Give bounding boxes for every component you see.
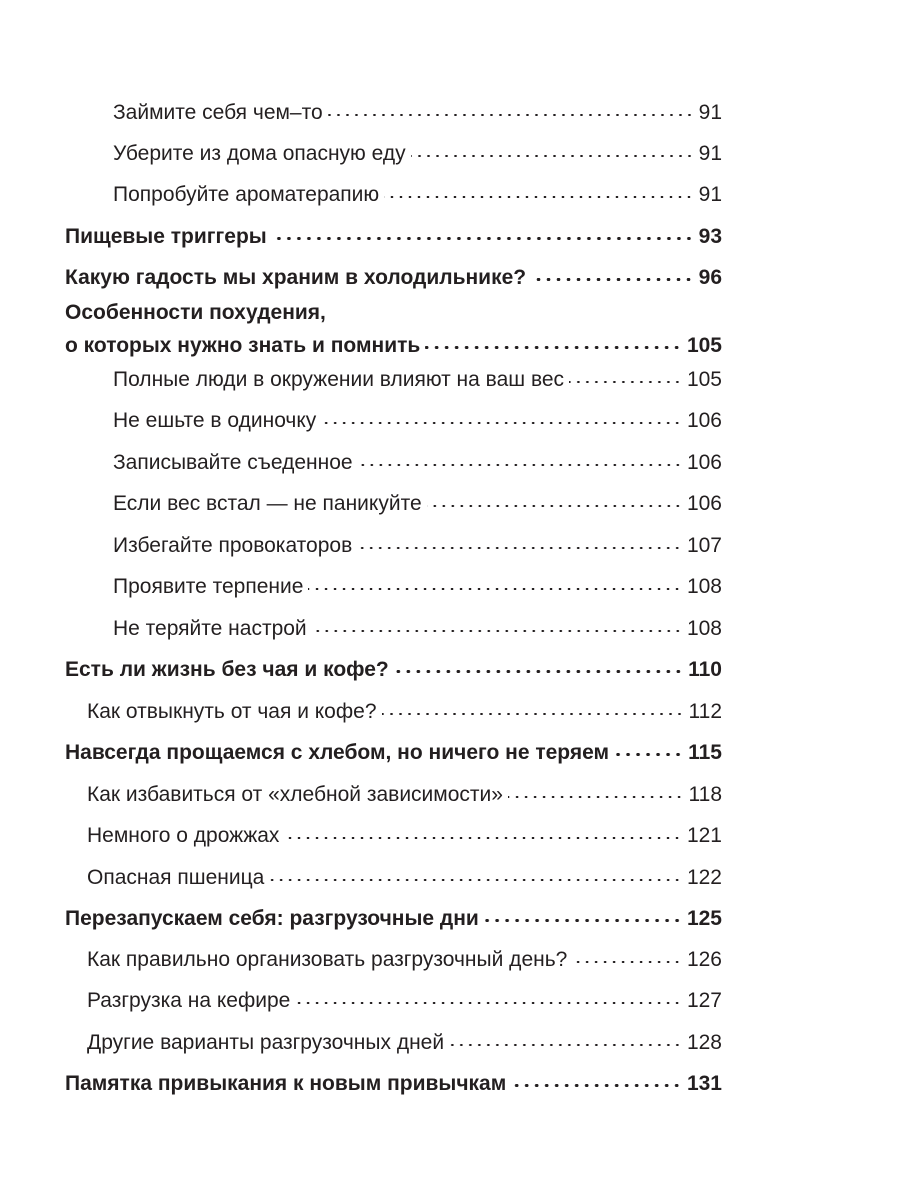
toc-entry [0, 531, 900, 561]
toc-entry [0, 780, 900, 810]
toc-chapter-entry [0, 904, 900, 934]
dot-leader [569, 381, 682, 383]
toc-chapter-entry-first-line [0, 298, 900, 328]
dot-leader [531, 278, 694, 281]
toc-entry-page: 93 [698, 225, 722, 248]
toc-entry-page: 131 [686, 1072, 722, 1095]
toc-entry [0, 697, 900, 727]
toc-entry [0, 98, 900, 128]
toc-entry-page: 121 [686, 824, 722, 847]
toc-entry-title: Полные люди в окружении влияют на ваш вес [113, 368, 565, 391]
toc-entry-page: 115 [688, 741, 722, 764]
toc-entry-title: Пищевые триггеры [65, 225, 267, 248]
toc-entry-page: 105 [686, 334, 722, 357]
dot-leader [358, 464, 682, 466]
dot-leader [272, 237, 694, 240]
toc-chapter-entry [0, 1069, 900, 1099]
toc-chapter-entry [0, 263, 900, 293]
dot-leader [269, 879, 682, 881]
toc-entry-title: о которых нужно знать и помнить [65, 334, 421, 357]
toc-entry [0, 448, 900, 478]
toc-entry [0, 572, 900, 602]
toc-entry-title: Как правильно организовать разгрузочный день? [87, 948, 568, 971]
toc-chapter-entry [0, 738, 900, 768]
toc-entry-page: 108 [686, 617, 722, 640]
dot-leader [508, 796, 684, 798]
dot-leader [427, 505, 682, 507]
toc-entry-title: Если вес встал — не паникуйте [113, 492, 422, 515]
toc-entry-page: 91 [698, 183, 722, 206]
toc-entry-title: Немного о дрожжах [87, 824, 280, 847]
toc-entry [0, 406, 900, 436]
toc-entry-title-line1: Особенности похудения, [65, 301, 326, 324]
toc-entry-page: 127 [686, 989, 722, 1012]
dot-leader [284, 837, 682, 839]
dot-leader [295, 1002, 682, 1004]
toc-entry-title: Проявите терпение [113, 575, 304, 598]
toc-entry [0, 821, 900, 851]
dot-leader [328, 114, 694, 116]
toc-entry-title: Навсегда прощаемся с хлебом, но ничего не теряем [65, 741, 610, 764]
toc-entry-page: 110 [688, 658, 722, 681]
toc-chapter-entry [0, 655, 900, 685]
toc-entry-title: Другие варианты разгрузочных дней [87, 1031, 445, 1054]
toc-entry-title: Какую гадость мы храним в холодильнике? [65, 266, 527, 289]
toc-entry-page: 91 [698, 101, 722, 124]
toc-chapter-entry [0, 331, 900, 361]
dot-leader [572, 961, 682, 963]
toc-entry-page: 108 [686, 575, 722, 598]
dot-leader [484, 919, 682, 922]
toc-entry-title: Записывайте съеденное [113, 451, 353, 474]
toc-entry-page: 106 [686, 451, 722, 474]
dot-leader [394, 670, 683, 673]
dot-leader [449, 1044, 682, 1046]
toc-entry [0, 489, 900, 519]
toc-entry-title: Как отвыкнуть от чая и кофе? [87, 700, 377, 723]
toc-entry-page: 125 [686, 907, 722, 930]
toc-entry [0, 863, 900, 893]
toc-entry [0, 945, 900, 975]
dot-leader [384, 196, 693, 198]
dot-leader [357, 547, 682, 549]
toc-entry-page: 122 [686, 866, 722, 889]
toc-entry [0, 986, 900, 1016]
toc-entry-title: Перезапускаем себя: разгрузочные дни [65, 907, 479, 930]
dot-leader [382, 713, 684, 715]
toc-chapter-entry [0, 222, 900, 252]
toc-entry-title: Не ешьте в одиночку [113, 409, 317, 432]
toc-entry [0, 365, 900, 395]
toc-entry-title: Попробуйте ароматерапию [113, 183, 380, 206]
dot-leader [321, 422, 682, 424]
dot-leader [614, 753, 683, 756]
toc-entry-title: Есть ли жизнь без чая и кофе? [65, 658, 389, 681]
dot-leader [425, 346, 682, 349]
toc-entry [0, 1028, 900, 1058]
toc-entry [0, 139, 900, 169]
toc-entry-page: 106 [686, 492, 722, 515]
toc-entry-title: Уберите из дома опасную еду [113, 142, 406, 165]
toc-entry-title: Памятка привыкания к новым привычкам [65, 1072, 507, 1095]
toc-entry-title: Разгрузка на кефире [87, 989, 291, 1012]
toc-entry-page: 112 [688, 700, 722, 723]
toc-entry-title: Займите себя чем–то [113, 101, 323, 124]
toc-entry [0, 180, 900, 210]
dot-leader [308, 588, 682, 590]
toc-entry-page: 118 [688, 783, 722, 806]
toc-entry-title: Не теряйте настрой [113, 617, 307, 640]
toc-entry-page: 106 [686, 409, 722, 432]
toc-entry-title: Как избавиться от «хлебной зависимости» [87, 783, 503, 806]
toc-entry-title: Избегайте провокаторов [113, 534, 353, 557]
toc-entry-page: 105 [686, 368, 722, 391]
toc-entry-page: 96 [698, 266, 722, 289]
toc-entry-title: Опасная пшеница [87, 866, 265, 889]
dot-leader [411, 155, 694, 157]
dot-leader [312, 630, 682, 632]
toc-entry [0, 614, 900, 644]
toc-entry-page: 107 [686, 534, 722, 557]
toc-entry-page: 128 [686, 1031, 722, 1054]
toc-entry-page: 126 [686, 948, 722, 971]
dot-leader [511, 1084, 682, 1087]
toc-entry-page: 91 [698, 142, 722, 165]
